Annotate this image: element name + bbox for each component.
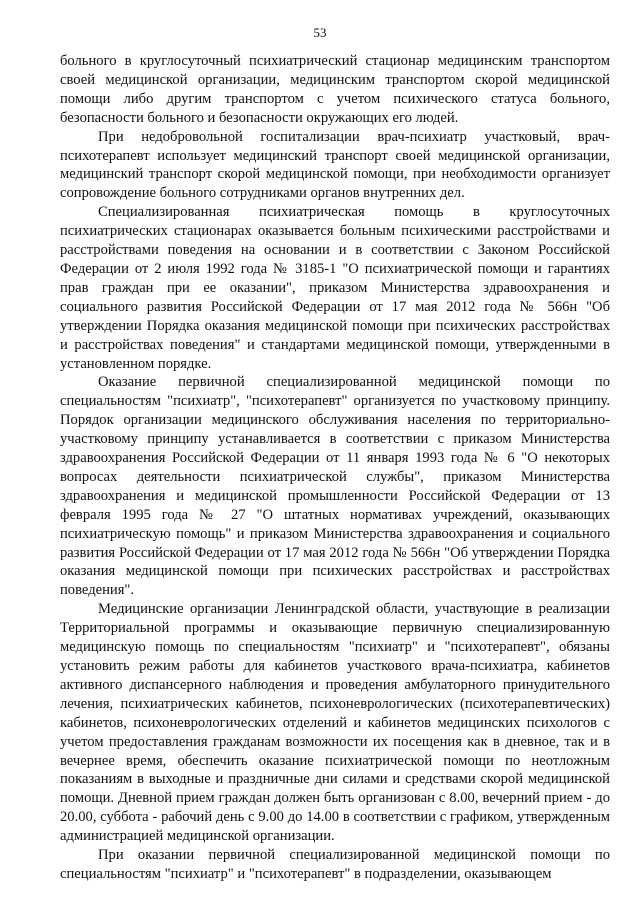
page-number: 53 xyxy=(313,25,327,40)
paragraph-specialized-care: При оказании первичной специализированной медицинской помощи по специальностям "психиатр" и "психотерапевт" в подразделении, оказывающем xyxy=(60,847,610,882)
paragraph-involuntary-hospitalization: При недобровольной госпитализации врач-психиатр участковый, врач-психотерапевт использует медицинский транспорт своей медицинской организации, медицинский транспорт скорой медицинской помощи, при необходимости организует сопровождение больного сотрудниками органов внутренних дел. xyxy=(60,128,610,202)
paragraph-inpatient-care: Специализированная психиатрическая помощь в круглосуточных психиатрических стационарах оказывается больным психическими расстройствами и расстройствами поведения на основании и в соответствии с Законом Российской Федерации от 2 июля 1992 года № 3185-1 "О психиатрической помощи и гарантиях прав граждан при ее оказании", приказом Министерства здравоохранения и социального развития Российской Федерации от 17 мая 2012 года № 566н "Об утверждении Порядка оказания медицинской помощи при психических расстройствах и расстройствах поведения" и стандартами медицинской помощи, утвержденными в установленном порядке. xyxy=(60,204,610,372)
paragraph-continuation: больного в круглосуточный психиатрический стационар медицинским транспортом своей медицинской организации, медицинским транспортом скорой медицинской помощи либо другим транспортом с учетом психического статуса больного, безопасности больного и безопасности окружающих его людей. xyxy=(60,53,610,126)
document-body xyxy=(60,52,610,884)
paragraph-working-hours: Медицинские организации Ленинградской области, участвующие в реализации Территориальной программы и оказывающие первичную специализированную медицинскую помощь по специальностям "психиатр" и "психотерапевт", обязаны установить режим работы для кабинетов участкового врача-психиатра, кабинетов активного диспансерного наблюдения и проведения амбулаторного принудительного лечения, психиатрических кабинетов, психоневрологических (психотерапевтических) кабинетов, психоневрологических отделений и кабинетов медицинских психологов с учетом предоставления гражданам возможности их посещения как в дневное, так и в вечернее время, обеспечить оказание психиатрической помощи по неотложным показаниям в выходные и праздничные дни силами и средствами скорой медицинской помощи. Дневной прием граждан должен быть организован с 8.00, вечерний прием - до 20.00, суббота - рабочий день с 9.00 до 14.00 в соответствии с графиком, утвержденным администрацией медицинской организации. xyxy=(60,601,610,845)
paragraph-district-principle: Оказание первичной специализированной медицинской помощи по специальностям "психиатр", "психотерапевт" организуется по участковому принципу. Порядок организации медицинского обслуживания населения по территориально-участковому принципу устанавливается в соответствии с приказом Министерства здравоохранения Российской Федерации от 11 января 1993 года № 6 "О некоторых вопросах деятельности психиатрической службы", приказом Министерства здравоохранения и медицинской промышленности Российской Федерации от 13 февраля 1995 года № 27 "О штатных нормативах учреждений, оказывающих психиатрическую помощь" и приказом Министерства здравоохранения и социального развития Российской Федерации от 17 мая 2012 года № 566н "Об утверждении Порядка оказания медицинской помощи при психических расстройствах и расстройствах поведения". xyxy=(60,374,610,599)
